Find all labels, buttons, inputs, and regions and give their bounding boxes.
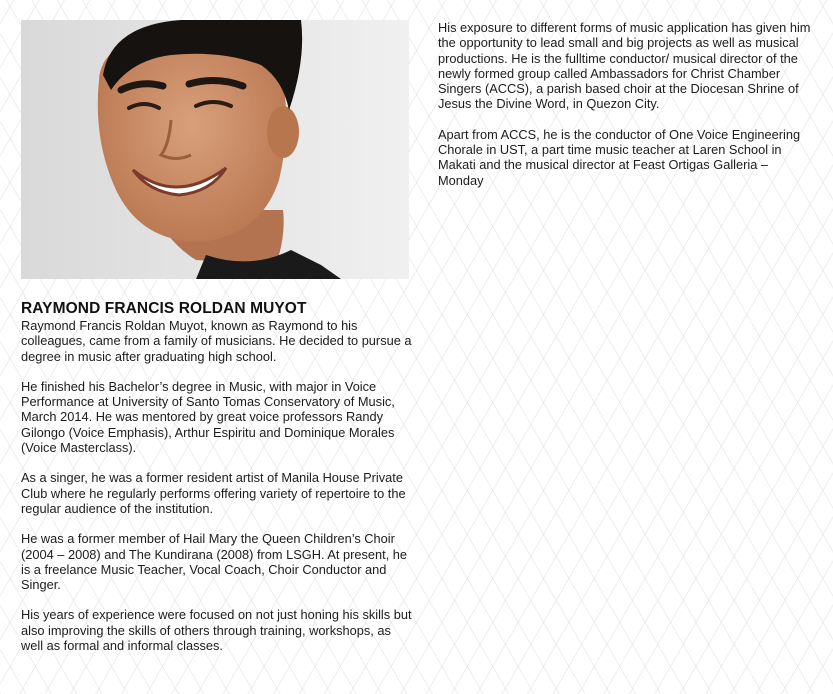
bio-paragraph: He was a former member of Hail Mary the Queen Children’s Choir (2004 – 2008) and The Kundirana (2008) from LSGH. At present, he is a freelance Music Teacher, Vocal Coach, Choir Conductor and Singer. (21, 531, 408, 593)
profile-name: RAYMOND FRANCIS ROLDAN MUYOT (21, 300, 307, 317)
bio-paragraph: Apart from ACCS, he is the conductor of One Voice Engineering Chorale in UST, a part time music teacher at Laren School in Makati and the musical director at Feast Ortigas Galleria – Monday (438, 126, 801, 188)
bio-paragraph: His exposure to different forms of music application has given him the opportunity to lead small and big projects as well as musical productions. He is the fulltime conductor/ musical director of the newly formed group called Ambassadors for Christ Chamber Singers (ACCS), a parish based choir at the Diocesan Shrine of Jesus the Divine Word, in Quezon City. (438, 20, 811, 112)
profile-photo (21, 20, 409, 279)
bio-paragraph: As a singer, he was a former resident artist of Manila House Private Club where he regularly performs offering variety of repertoire to the regular audience of the institution. (21, 470, 406, 516)
bio-paragraph: He finished his Bachelor’s degree in Music, with major in Voice Performance at University of Santo Tomas Conservatory of Music, March 2014. He was mentored by great voice professors Randy Gilongo (Voice Emphasis), Arthur Espiritu and Dominique Morales (Voice Masterclass). (21, 378, 395, 456)
bio-paragraph: Raymond Francis Roldan Muyot, known as Raymond to his colleagues, came from a family of musicians. He decided to pursue a degree in music after graduating high school. (21, 318, 412, 364)
portrait-image (21, 20, 409, 279)
bio-paragraph: His years of experience were focused on not just honing his skills but also improving the skills of others through training, workshops, as well as formal and informal classes. (21, 607, 412, 654)
bio-right-column (438, 20, 816, 203)
bio-left-column (21, 300, 416, 668)
